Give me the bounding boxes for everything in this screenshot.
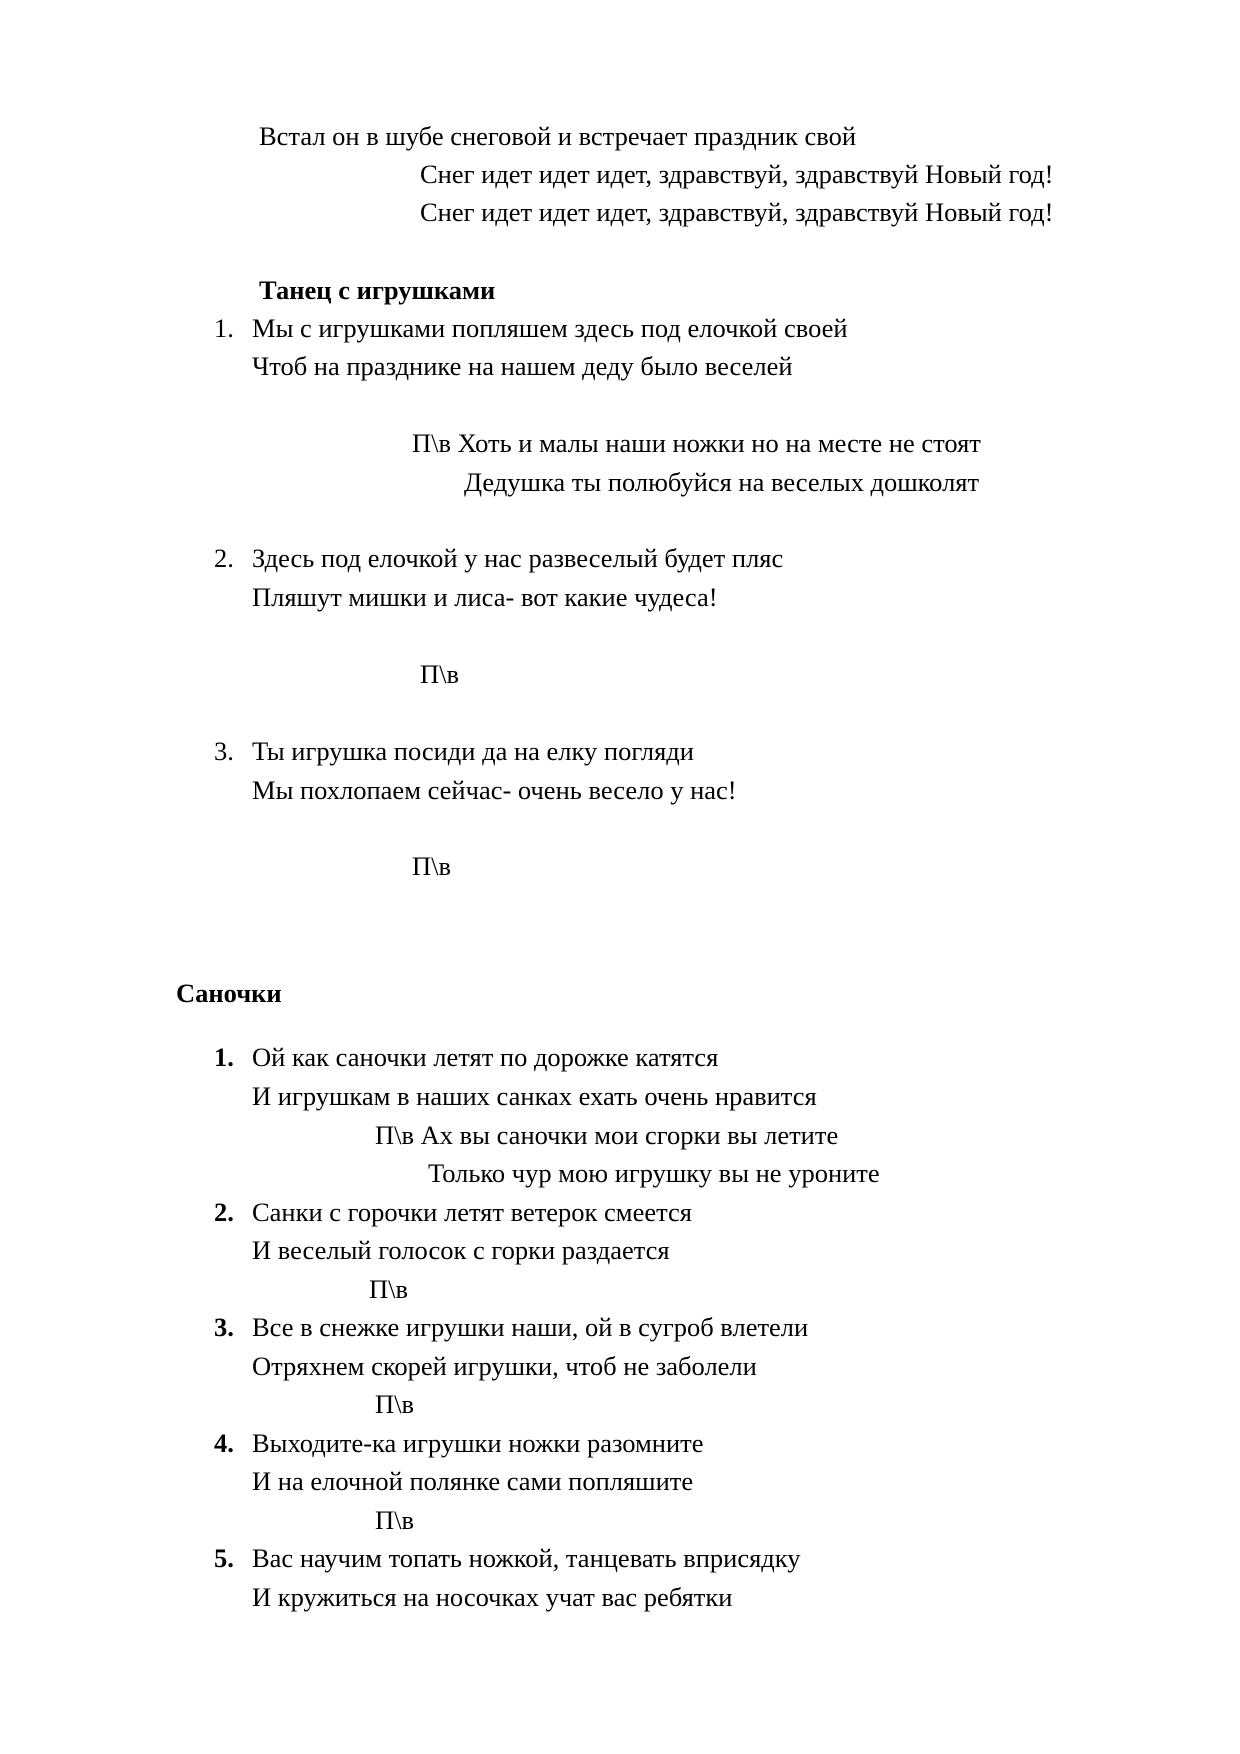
chorus-mark: П\в <box>375 1505 415 1535</box>
section-title: Танец с игрушками <box>259 275 496 305</box>
lyric-line: И игрушкам в наших санках ехать очень нравится <box>252 1081 817 1111</box>
lyric-line: Отряхнем скорей игрушки, чтоб не заболели <box>252 1351 757 1381</box>
lyric-line: Санки с горочки летят ветерок смеется <box>252 1197 692 1227</box>
lyric-line: И веселый голосок с горки раздается <box>252 1235 670 1265</box>
chorus-line: Только чур мою игрушку вы не уроните <box>428 1158 880 1188</box>
verse-number: 1. <box>214 1042 234 1072</box>
lyric-line: Ой как саночки летят по дорожке катятся <box>252 1042 719 1072</box>
lyric-line: Ты игрушка посиди да на елку погляди <box>252 736 694 766</box>
verse-number: 3. <box>214 1312 234 1342</box>
lyric-line: Пляшут мишки и лиса- вот какие чудеса! <box>252 582 718 612</box>
section-title: Саночки <box>176 978 282 1008</box>
verse-number: 2. <box>214 543 234 573</box>
chorus-line: П\в Хоть и малы наши ножки но на месте не стоят <box>412 428 981 458</box>
chorus-mark: П\в <box>369 1274 409 1304</box>
verse-number: 2. <box>214 1197 234 1227</box>
lyric-line: Здесь под елочкой у нас развеселый будет пляс <box>252 543 784 573</box>
lyric-line: Мы с игрушками попляшем здесь под елочкой своей <box>252 313 848 343</box>
lyric-line: Встал он в шубе снеговой и встречает праздник свой <box>259 121 857 151</box>
chorus-mark: П\в <box>412 851 452 881</box>
chorus-mark: П\в <box>375 1389 415 1419</box>
verse-number: 5. <box>214 1543 234 1573</box>
lyric-line: И кружиться на носочках учат вас ребятки <box>252 1582 733 1612</box>
lyric-line: Чтоб на празднике на нашем деду было веселей <box>252 351 793 381</box>
chorus-line: Снег идет идет идет, здравствуй, здравствуй Новый год! <box>420 159 1054 189</box>
verse-number: 1. <box>214 313 234 343</box>
lyric-line: Мы похлопаем сейчас- очень весело у нас! <box>252 775 737 805</box>
lyric-line: Выходите-ка игрушки ножки разомните <box>252 1428 704 1458</box>
chorus-line: Снег идет идет идет, здравствуй, здравствуй Новый год! <box>420 197 1054 227</box>
verse-number: 3. <box>214 736 234 766</box>
chorus-line: Дедушка ты полюбуйся на веселых дошколят <box>464 467 980 497</box>
chorus-line: П\в Ах вы саночки мои сгорки вы летите <box>375 1120 839 1150</box>
verse-number: 4. <box>214 1428 234 1458</box>
lyric-line: Вас научим топать ножкой, танцевать вприсядку <box>252 1543 801 1573</box>
lyric-line: И на елочной полянке сами попляшите <box>252 1466 694 1496</box>
chorus-mark: П\в <box>420 659 460 689</box>
lyric-line: Все в снежке игрушки наши, ой в сугроб влетели <box>252 1312 809 1342</box>
